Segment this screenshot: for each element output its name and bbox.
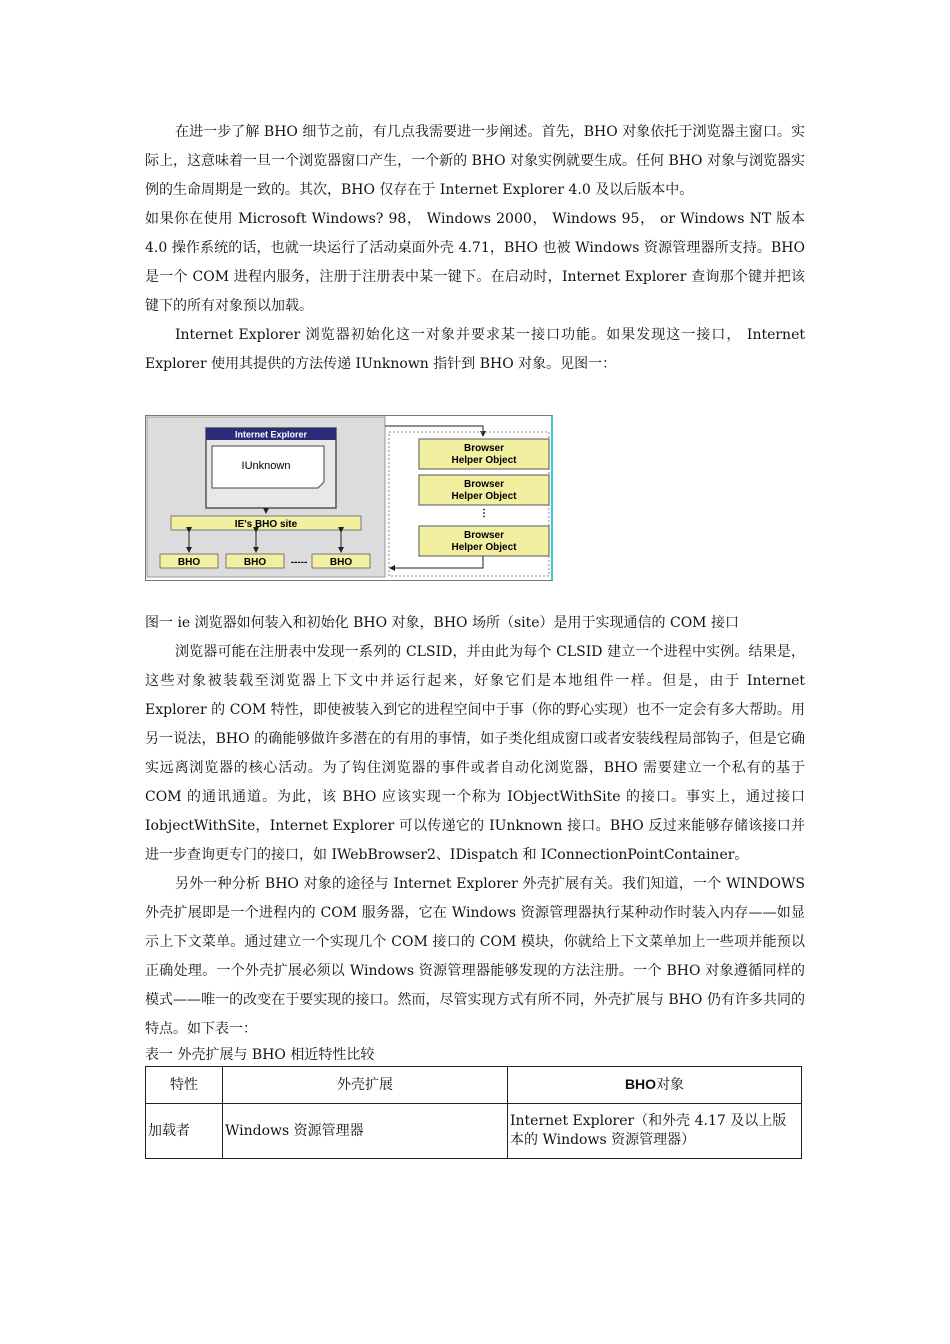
comparison-table: [145, 1066, 802, 1159]
paragraph-3: Internet Explorer 浏览器初始化这一对象并要求某一接口功能。如果发现这一接口， Internet Explorer 使用其提供的方法传递 IUnknown 指针到 BHO 对象。见图一：: [145, 327, 805, 372]
helper-label-2a: Browser: [463, 479, 505, 490]
helper-label-1a: Browser: [463, 443, 505, 454]
table-cell: Windows 资源管理器: [223, 1104, 508, 1159]
table-header-object: 对象: [656, 1077, 685, 1093]
bho-diagram-svg: [146, 416, 551, 580]
helper-label-3b: Helper Object: [451, 542, 517, 553]
bho-label-2: BHO: [243, 557, 267, 568]
table-cell: 加载者: [146, 1104, 223, 1159]
table-row: [146, 1104, 802, 1159]
paragraph-5: 另外一种分析 BHO 对象的途径与 Internet Explorer 外壳扩展有关。我们知道，一个 WINDOWS 外壳扩展即是一个进程内的 COM 服务器，它在 Windows 资源管理器执行某种动作时装入内存——如显示上下文菜单。通过建立一个实现几个 COM 接口的 COM 模块，你就给上下文菜单加上一些项并能预以正确处理。一个外壳扩展必须以 Windows 资源管理器能够发现的方法注册。一个 BHO 对象遵循同样的模式——唯一的改变在于要实现的接口。然而，尽管实现方式有所不同，外壳扩展与 BHO 仍有许多共同的特点。如下表一：: [145, 876, 805, 1037]
bho-dots: -----: [290, 557, 308, 568]
table-header-bho: BHO: [624, 1076, 657, 1092]
helper-label-3a: Browser: [463, 530, 505, 541]
paragraph-2: 如果你在使用 Microsoft Windows? 98， Windows 2000， Windows 95， or Windows NT 版本 4.0 操作系统的话，也就一块运行了活动桌面外壳 4.71，BHO 也被 Windows 资源管理器所支持。BHO 是一个 COM 进程内服务，注册于注册表中某一键下。在启动时，Internet Explorer 查询那个键并把该键下的所有对象预以加载。: [145, 211, 805, 314]
helper-ellipsis: ⋮: [479, 508, 489, 519]
bho-label-3: BHO: [329, 557, 353, 568]
table-header-cell: 特性: [146, 1067, 223, 1104]
helper-label-1b: Helper Object: [451, 455, 517, 466]
table-header-row: [146, 1067, 802, 1104]
bho-site-label: IE's BHO site: [234, 519, 298, 530]
paragraph-1: 在进一步了解 BHO 细节之前，有几点我需要进一步阐述。首先，BHO 对象依托于浏览器主窗口。实际上，这意味着一旦一个浏览器窗口产生，一个新的 BHO 对象实例就要生成。任何 BHO 对象与浏览器实例的生命周期是一致的。其次，BHO 仅存在于 Internet Explorer 4.0 及以后版本中。: [145, 124, 805, 198]
figure-bho-diagram: [145, 415, 553, 581]
table-header-cell: 外壳扩展: [223, 1067, 508, 1104]
table-cell: Internet Explorer（和外壳 4.17 及以上版本的 Windows 资源管理器）: [508, 1104, 802, 1159]
bho-label-1: BHO: [177, 557, 201, 568]
table-caption: 表一 外壳扩展与 BHO 相近特性比较: [145, 1047, 375, 1063]
helper-label-2b: Helper Object: [451, 491, 517, 502]
iunknown-label: IUnknown: [241, 460, 291, 472]
document-page: [145, 118, 805, 1159]
paragraph-4: 浏览器可能在注册表中发现一系列的 CLSID，并由此为每个 CLSID 建立一个进程中实例。结果是，这些对象被装载至浏览器上下文中并运行起来，好象它们是本地组件一样。但是，由于 Internet Explorer 的 COM 特性，即使被装入到它的进程空间中于事（你的野心实现）也不一定会有多大帮助。用另一说法，BHO 的确能够做许多潜在的有用的事情，如子类化组成窗口或者安装线程局部钩子，但是它确实远离浏览器的核心活动。为了钩住浏览器的事件或者自动化浏览器，BHO 需要建立一个私有的基于 COM 的通讯通道。为此，该 BHO 应该实现一个称为 IObjectWithSite 的接口。事实上，通过接口 IobjectWithSite，Internet Explorer 可以传递它的 IUnknown 接口。BHO 反过来能够存储该接口并进一步查询更专门的接口，如 IWebBrowser2、IDispatch 和 IConnectionPointContainer。: [145, 644, 805, 863]
figure-caption: 图一 ie 浏览器如何装入和初始化 BHO 对象，BHO 场所（site）是用于实现通信的 COM 接口: [145, 615, 739, 631]
ie-title-label: Internet Explorer: [234, 429, 308, 440]
table-header-cell: [508, 1067, 802, 1104]
